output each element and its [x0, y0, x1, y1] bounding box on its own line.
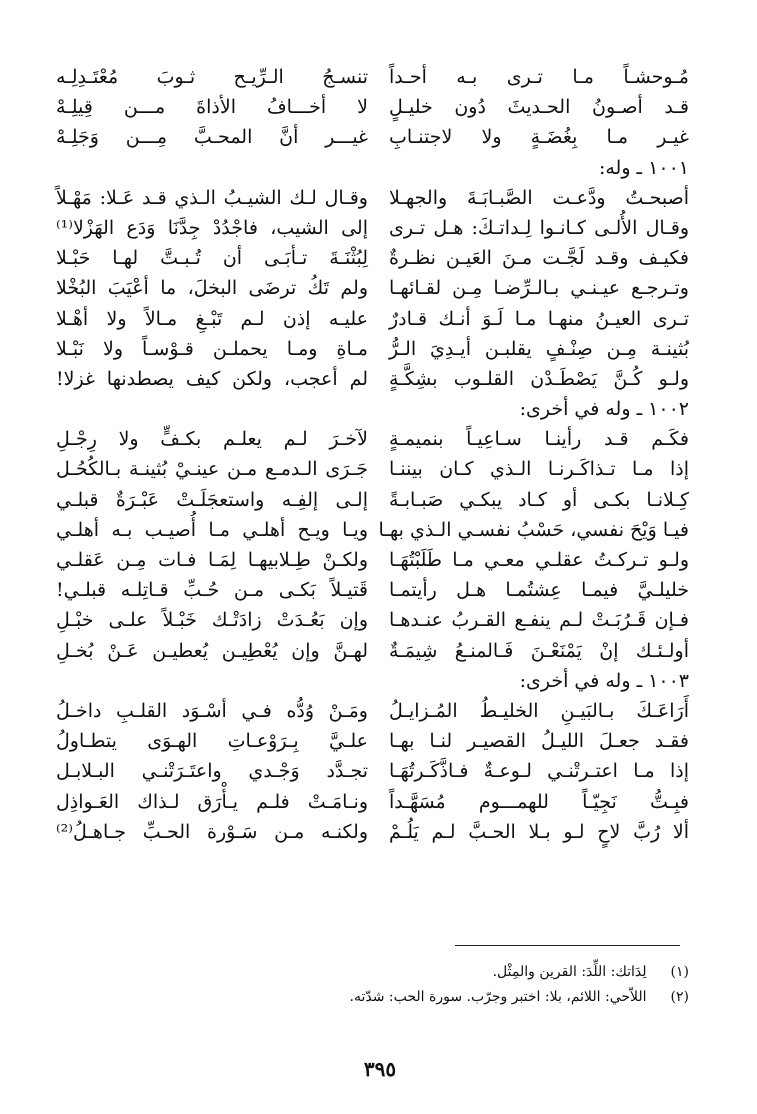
verse-line: غيـــر أنَّ المحـبَّ مِـــن وَجَلِـهْ	[56, 126, 368, 149]
poem-heading: ١٠٠٢ ـ وله في أخرى:	[519, 398, 689, 421]
verse-line: إذا مـا تـذاكَـرنـا الـذي كـان بيننـا	[389, 458, 689, 481]
verse-line: علـيَّ بِـرَوْعـاتِ الهـوَى يتطـاولُ	[56, 730, 368, 753]
verse-line: قـد أصـونُ الحـديثَ دُون خليـلٍ	[389, 96, 689, 119]
verse-line: ولكـنْ طِـلابيهـا لِمَـا فـات مِـن عَقلـي	[56, 549, 368, 571]
verse-line: فيـا وَيْحَ نفسي، حَسْبُ نفسـي الـذي بهـا	[378, 518, 689, 541]
footnote-text: اللاّحي: اللائم، بلا: اختبر وجرّب. سورة الحب: شدّته.	[349, 989, 647, 1005]
verse-line: وقـال لـك الشيـبُ الـذي قـد عَـلا: مَهْـلاً	[56, 186, 368, 209]
verse-line: تـرى العيـنُ منهـا مـا لَـوَ أنـك قـادرٌ	[389, 307, 689, 330]
footnotes	[89, 960, 689, 1010]
stanza-gap	[56, 153, 368, 183]
footnote-divider	[455, 945, 680, 946]
verse-line: ألا رُبَّ لاحٍ لـو بـلا الحـبَّ لـم يَلُـمْ	[389, 820, 689, 843]
verse-line: ولم تَكُ ترضَى البخلَ، ما أعْيَبَ البُخْلا	[56, 277, 368, 300]
footnote-number: (٢)	[670, 989, 689, 1005]
footnote-1	[89, 960, 689, 985]
verse-line: إذا مـا اعتـرتْنـي لـوعـةٌ فـاذَّكَـرتُهَـا	[389, 760, 689, 783]
verse-line: خليلـيَّ فيمـا عِشتُمـا هـل رأيتمـا	[389, 579, 689, 602]
verse-line: مـاةِ ومـا يحملـن قـوْسـاً ولا نَبْـلا	[56, 337, 368, 360]
verse-line: فكَـم قـد رأينـا سـاعِيـاً بنميمـةٍ	[389, 428, 689, 451]
stanza-gap	[56, 666, 368, 696]
footnote-2	[89, 985, 689, 1010]
verse-line: إلى الشيب، فاجْدُدْ جِدَّنَا وَدَع الهَزْلا⁽¹⁾	[56, 216, 368, 239]
verse-line: أولـئـك إنْ يَمْنَعْـنَ فَـالمنـعُ شِيمَـةٌ	[389, 639, 689, 662]
verse-line: كِـلانـا بكـى أو كـاد يبكـي صَبـابـةً	[389, 488, 689, 511]
verse-line: إلـى إلفِـه واستعجَلَـتْ عَبْـرَةٌ قبلـي	[56, 488, 368, 511]
verse-line: ونـامَـتْ فلـم يـأْرَق لـذاك العَـواذِل	[56, 790, 368, 813]
verse-line: ولكنـه مـن سَـوْرة الحـبِّ جـاهـلُ⁽²⁾	[56, 820, 368, 843]
verse-line: لِبُثْنَـةَ تـأبَـى أن تُـبـتَّ لهـا حَبْـلا	[56, 247, 368, 270]
verse-line: قَتيـلاً بَكـى مـن حُـبِّ قـاتِلـه قبلـي!	[56, 579, 368, 602]
verse-line: غيـر مـا بِغُضَـةٍ ولا لاجتنـابِ	[389, 126, 689, 149]
verse-line: تجـدَّد وَجْـدي واعتَـرَتْنـي البـلابـل	[56, 760, 368, 783]
verse-line: وتـرجـع عيـنـي بـالـرِّضـا مِـن لقـائهـا	[389, 277, 689, 300]
verse-line: وإن بَعُـدَتْ زادَتْـك خَبْـلاً علـى خبْـلِ	[56, 609, 368, 632]
poem-heading: ١٠٠٣ ـ وله في أخرى:	[519, 669, 689, 692]
verse-line: عليـه إذن لـم تَبْـغِ مـالاً ولا أهْـلا	[56, 307, 368, 330]
page-number: ٣٩٥	[363, 1057, 397, 1081]
footnote-number: (١)	[670, 964, 689, 980]
verse-line: ومَـنْ وُدُّه فـي أسْـوَد القلـبِ داخـلُ	[56, 699, 368, 722]
verse-line: ولـو تـركـتُ عقلـي معـي مـا طَلَبْتُهَـا	[389, 549, 689, 571]
verse-line: لم أعجب، ولكن كيف يصطدنها غزلا!	[56, 367, 368, 390]
right-poem-column	[378, 62, 689, 847]
stanza-gap	[56, 394, 368, 424]
verse-line: ولـو كُـنَّ يَصْطَـدْن القلـوب بشِكَّـةٍ	[389, 367, 689, 390]
footnote-text: لِدَاتك: اللِّدَ: القرين والمِثْل.	[492, 964, 647, 980]
poem-heading: ١٠٠١ ـ وله:	[598, 156, 689, 179]
left-poem-column	[56, 62, 368, 847]
verse-line: ويـا ويـح أهلـي مـا أُصيـب بـه أهلـي	[56, 518, 368, 541]
verse-line: أصبحـتُ ودَّعـت الصَّبـابَـةَ والجهـلا	[389, 186, 689, 209]
verse-line: فبِـتُّ نَجِيّـاً للهمـــوم مُسَهَّـداً	[389, 790, 689, 813]
verse-line: مُـوحشـاً مـا تـرى بـه أحـداً	[389, 66, 689, 88]
verse-line: لا أخـــافُ الأذاةَ مـــن قِيلِـهْ	[56, 96, 368, 119]
verse-line: لآخـرَ لـم يعلـم بكـفٍّ ولا رِجْـلِ	[56, 428, 368, 451]
verse-line: لهـنَّ وإن يُعْطِيـن يُعطيـن عَـنْ بُخـلِ	[56, 639, 368, 662]
verse-line: فكيـف وقـد لَجَّـت مـنَ العَيـن نظـرةٌ	[389, 247, 689, 270]
verse-line: تنسـجُ الـرِّيـح ثـوبَ مُعْتَـدِلِـه	[56, 66, 368, 88]
verse-line: جَـرَى الـدمـع مـن عينـيْ بُثينـة بـالكُحُـل	[56, 458, 368, 481]
verse-line: بُثينـة مِـن صِنْـفٍ يقلبـن أيـدِيَ الـرُّ	[389, 337, 689, 360]
verse-line: فقـد جعـلَ الليـلُ القصيـر لنـا بهـا	[389, 730, 689, 753]
verse-line: أَرَاعَـكَ بـالبَيـنِ الخليـطُ المُـزايـلُ	[389, 699, 689, 722]
verse-line: فـإن قَـرُبَـتْ لـم ينفـع القـربُ عنـدهـا	[389, 609, 689, 632]
verse-line: وقـال الأُلـى كـانـوا لِـداتـكَ: هـل تـرى	[389, 216, 689, 239]
